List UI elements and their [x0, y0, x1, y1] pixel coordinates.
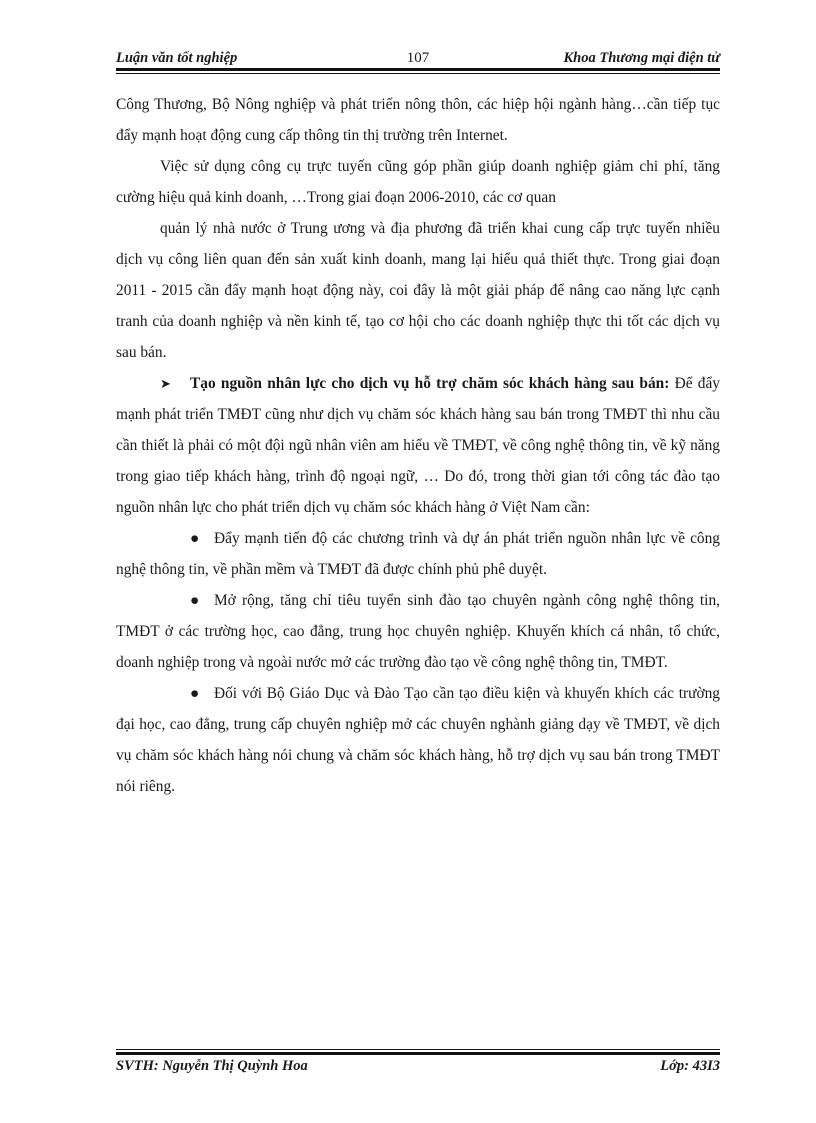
- bullet-dot-icon: ●: [190, 592, 200, 609]
- list-item: [116, 585, 720, 678]
- footer-rule-thick: [116, 1052, 720, 1055]
- list-item: [116, 678, 720, 802]
- bullet-dot-icon: ●: [190, 530, 200, 547]
- arrow-bullet-icon: ➤: [160, 376, 171, 391]
- document-body: [116, 89, 720, 802]
- page-footer: [116, 1058, 720, 1078]
- section-text: Để đẩy mạnh phát triển TMĐT cũng như dịch vụ chăm sóc khách hàng sau bán trong TMĐT thì nhu cầu cần thiết là phải có một đội ngũ nhân viên am hiểu về TMĐT, về công nghệ thông tin, về kỹ năng trong giao tiếp khách hàng, trình độ ngoại ngữ, … Do đó, trong thời gian tới công tác đào tạo nguồn nhân lực cho phát triển dịch vụ chăm sóc khách hàng ở Việt Nam cần:: [116, 375, 720, 516]
- page-header: [116, 48, 720, 68]
- paragraph: Việc sử dụng công cụ trực tuyến cũng góp phần giúp doanh nghiệp giảm chi phí, tăng cường hiệu quả kinh doanh, …Trong giai đoạn 2006-2010, các cơ quan: [116, 158, 720, 206]
- paragraph: quản lý nhà nước ở Trung ương và địa phương đã triển khai cung cấp trực tuyến nhiều dịch vụ công liên quan đến sản xuất kinh doanh, mang lại hiểu quả thiết thực. Trong giai đoạn 2011 - 2015 cần đẩy mạnh hoạt động này, coi đây là một giải pháp để nâng cao năng lực cạnh tranh của doanh nghiệp và nền kinh tế, tạo cơ hội cho các doanh nghiệp thực thi tốt các dịch vụ sau bán.: [116, 220, 720, 361]
- footer-student-name: SVTH: Nguyễn Thị Quỳnh Hoa: [116, 1058, 308, 1074]
- page-number: 107: [406, 50, 430, 66]
- list-item-text: Mở rộng, tăng chỉ tiêu tuyển sinh đào tạo chuyên ngành công nghệ thông tin, TMĐT ở các trường học, cao đẳng, trung học chuyên nghiệp. Khuyến khích cá nhân, tổ chức, doanh nghiệp trong và ngoài nước mở các trường đào tạo về công nghệ thông tin, TMĐT.: [116, 592, 720, 671]
- bullet-dot-icon: ●: [190, 685, 200, 702]
- section-heading: Tạo nguồn nhân lực cho dịch vụ hỗ trợ chăm sóc khách hàng sau bán:: [190, 375, 670, 392]
- section-heading-paragraph: [116, 368, 720, 523]
- header-faculty-label: Khoa Thương mại điện tử: [563, 50, 720, 66]
- list-item-text: Đối với Bộ Giáo Dục và Đào Tạo cần tạo điều kiện và khuyến khích các trường đại học, cao đẳng, trung cấp chuyên nghiệp mở các chuyên nghành giảng dạy về TMĐT, về dịch vụ chăm sóc khách hàng nói chung và chăm sóc khách hàng, hỗ trợ dịch vụ sau bán trong TMĐT nói riêng.: [116, 685, 720, 795]
- header-thesis-label: Luận văn tốt nghiệp: [116, 50, 238, 66]
- paragraph: Công Thương, Bộ Nông nghiệp và phát triển nông thôn, các hiệp hội ngành hàng…cần tiếp tục đẩy mạnh hoạt động cung cấp thông tin thị trường trên Internet.: [116, 96, 720, 144]
- header-rule-thick: [116, 68, 720, 71]
- footer-class-code: Lớp: 43I3: [660, 1058, 720, 1074]
- list-item-text: Đẩy mạnh tiến độ các chương trình và dự án phát triển nguồn nhân lực về công nghệ thông tin, về phần mềm và TMĐT đã được chính phủ phê duyệt.: [116, 530, 720, 578]
- list-item: [116, 523, 720, 585]
- footer-rule-thin: [116, 1049, 720, 1050]
- header-rule-thin: [116, 73, 720, 74]
